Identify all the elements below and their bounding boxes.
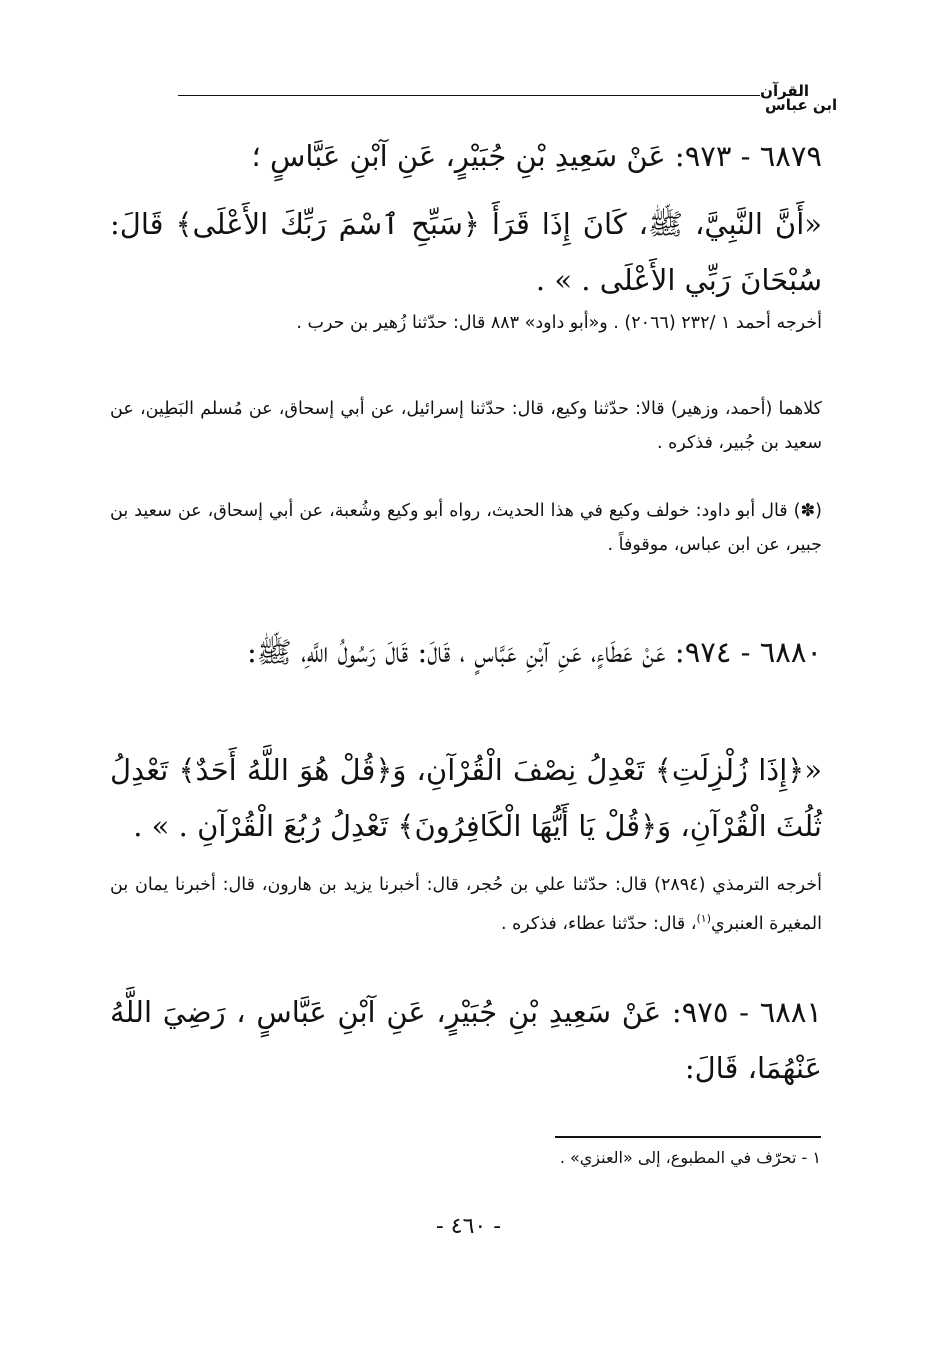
hadith-6879-lead: ٦٨٧٩ - ٩٧٣: عَنْ سَعِيدِ بْنِ جُبَيْرٍ، عَنِ آبْنِ عَبَّاسٍ ؛: [251, 139, 822, 173]
footnote-rule: [555, 1136, 821, 1138]
hadith-6880-lead: ٦٨٨٠ - ٩٧٤: عَنْ عَطَاءٍ، عَنِ آبْنِ عَبَّاسٍ ، قَالَ: قَالَ رَسُولُ اللَّهِ، ﷺ:: [246, 635, 822, 669]
hadith-6879-both: كلاهما (أحمد، وزهير) قالا: حدّثنا وكيع، قال: حدّثنا إسرائيل، عن أبي إسحاق، عن مُسلم البَطِين، عن سعيد بن جُبير، فذكره .: [110, 399, 822, 453]
footnote-ref: (١): [696, 912, 712, 925]
header-rule: [178, 95, 760, 96]
hadith-6879-note: (✽) قال أبو داود: خولف وكيع في هذا الحديث، رواه أبو وكيع وشُعبة، عن أبي إسحاق، عن سعيد بن جبير، عن ابن عباس، موقوفاً .: [110, 501, 822, 555]
page-number: - ٤٦٠ -: [435, 1214, 502, 1239]
hadith-6879-text: «أَنَّ النَّبِيَّ، ﷺ، كَانَ إِذَا قَرَأَ ﴿سَبِّحِ ٱسْمَ رَبِّكَ الأَعْلَى﴾ قَالَ: سُبْحَانَ رَبِّي الأَعْلَى . » .: [110, 207, 822, 297]
hadith-6879-takhrij: أخرجه أحمد ١ /٢٣٢ (٢٠٦٦) . و«أبو داود» ٨٨٣ قال: حدّثنا زُهير بن حرب .: [296, 313, 822, 333]
running-header-chapter: ابن عباس: [765, 96, 838, 114]
footnote: ١ - تحرّف في المطبوع، إلى «العنزي» .: [559, 1148, 821, 1167]
hadith-6880-text: «﴿إِذَا زُلْزِلَتِ﴾ تَعْدِلُ نِصْفَ الْقُرْآنِ، وَ﴿قُلْ هُوَ اللَّهُ أَحَدٌ﴾ تَعْدِلُ ثُلُثَ الْقُرْآنِ، وَ﴿قُلْ يَا أَيُّهَا الْكَافِرُونَ﴾ تَعْدِلُ رُبُعَ الْقُرْآنِ . » .: [110, 753, 822, 843]
hadith-6881-lead: ٦٨٨١ - ٩٧٥: عَنْ سَعِيدِ بْنِ جُبَيْرٍ، عَنِ آبْنِ عَبَّاسٍ ، رَضِيَ اللَّهُ عَنْهُمَا، قَالَ:: [110, 995, 822, 1085]
running-header-section: القرآن: [760, 82, 809, 100]
takhrij-text-b: ، قال: حدّثنا عطاء، فذكره .: [500, 913, 697, 934]
takhrij-text-a: أخرجه الترمذي (٢٨٩٤) قال: حدّثنا علي بن حُجر، قال: أخبرنا يزيد بن هارون، قال: أخبرنا يمان بن المغيرة العنبري: [110, 875, 822, 934]
hadith-6880-takhrij: [110, 868, 822, 941]
